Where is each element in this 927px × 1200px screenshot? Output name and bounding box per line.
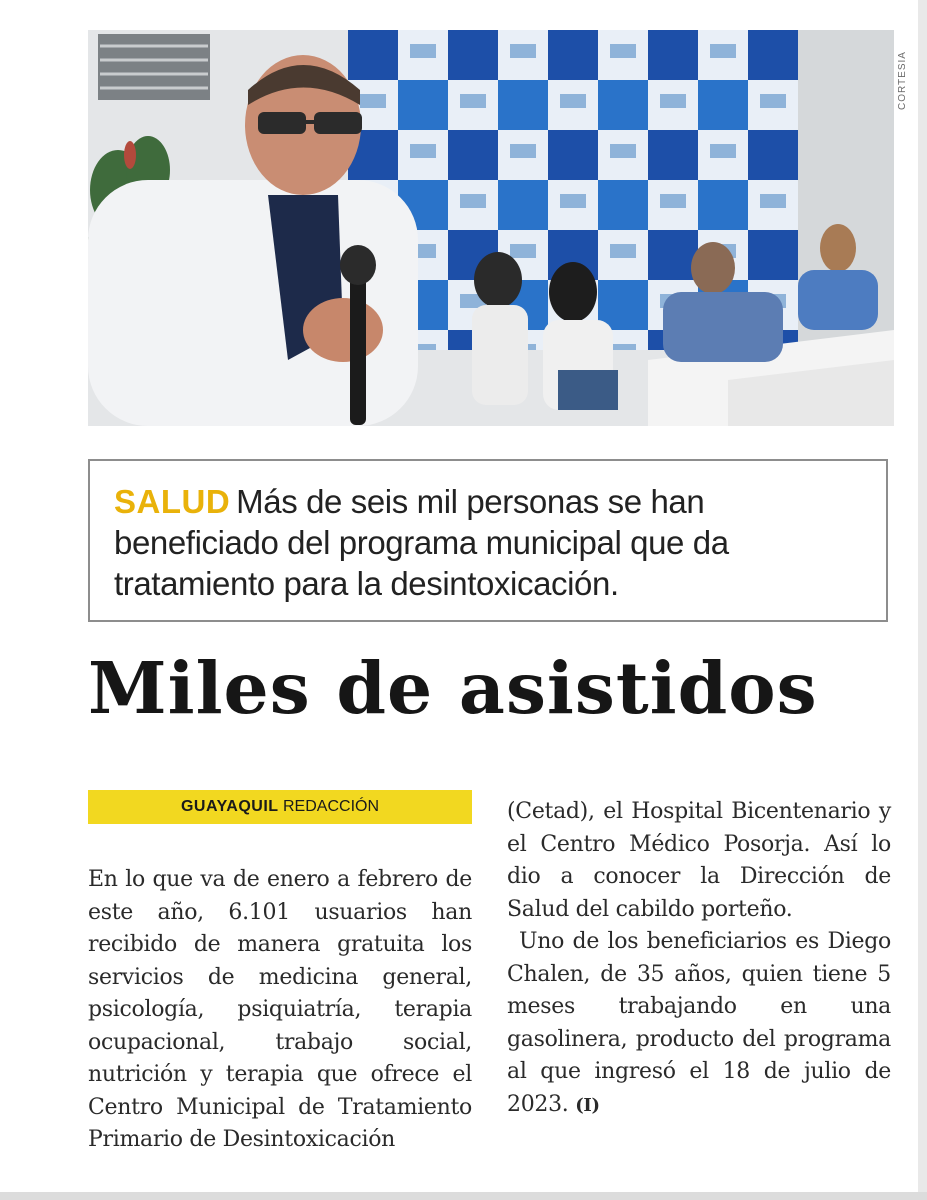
article-photo	[88, 30, 894, 426]
byline-bar	[88, 790, 472, 824]
section-kicker: SALUD	[114, 483, 231, 520]
body-paragraph-continued: (Cetad), el Hospital Bicentenario y el Centro Médico Posorja. Así lo dio a conocer la Dirección de Salud del cabildo porteño.	[507, 799, 891, 922]
byline-city: GUAYAQUIL	[180, 798, 279, 815]
photo-credit: CORTESIA	[897, 51, 908, 110]
page-edge-bottom	[0, 1192, 927, 1200]
body-paragraph: En lo que va de enero a febrero de este año, 6.101 usuarios han recibido de manera gratuita los servicios de medicina general, psicología, psiquiatría, terapia ocupacional, trabajo social, nutrición y terapia que ofrece el Centro Municipal de Tratamiento Primario de Desintoxicación	[88, 867, 472, 1152]
body-column-right	[507, 796, 891, 1166]
summary-box	[88, 459, 888, 622]
body-column-left	[88, 864, 472, 1164]
byline-desk: REDACCIÓN	[283, 798, 380, 815]
summary-text: Más de seis mil personas se han beneficiado del programa municipal que da tratamiento para la desintoxicación.	[114, 483, 729, 602]
body-paragraph	[507, 926, 891, 1122]
page-edge	[918, 0, 927, 1200]
body-paragraph-text: Uno de los beneficiarios es Diego Chalen, de 35 años, quien tiene 5 meses trabajando en una gasolinera, producto del programa al que ingresó el 18 de julio de 2023.	[507, 929, 891, 1117]
end-mark: (I)	[575, 1094, 600, 1116]
headline: Miles de asistidos	[88, 646, 818, 730]
